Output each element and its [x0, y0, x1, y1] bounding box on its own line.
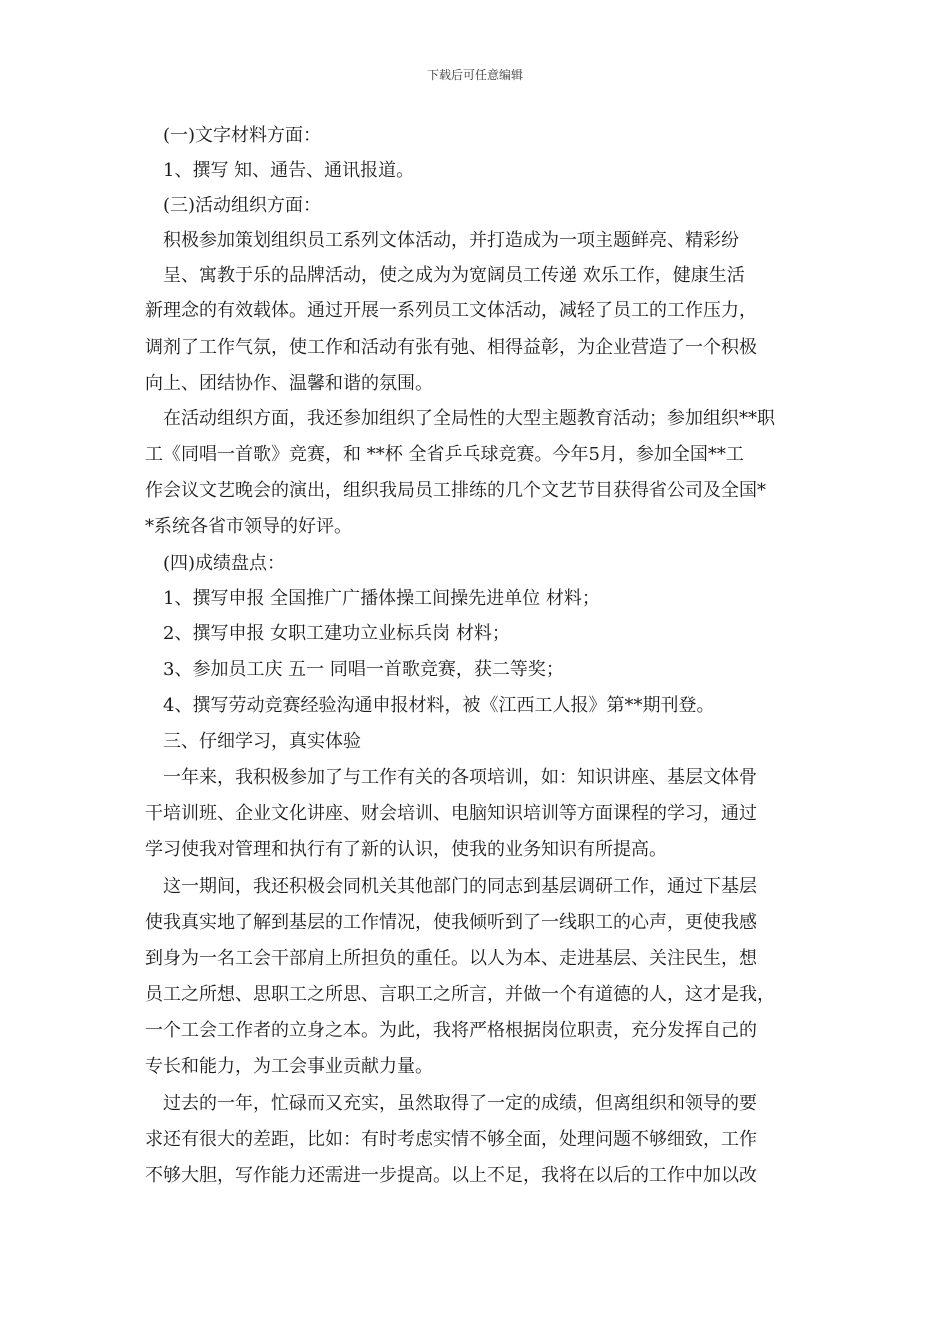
text-line: 呈、寓教于乐的品牌活动，使之成为为宽阔员工传递 欢乐工作，健康生活 [163, 265, 745, 286]
text-line: 向上、团结协作、温馨和谐的氛围。 [145, 373, 433, 394]
text-line: 不够大胆，写作能力还需进一步提高。以上不足，我将在以后的工作中加以改 [145, 1165, 757, 1186]
text-line: 2、撰写申报 女职工建功立业标兵岗 材料； [163, 623, 510, 644]
text-line: 调剂了工作气氛，使工作和活动有张有弛、相得益彰，为企业营造了一个积极 [145, 337, 757, 358]
text-line: 1、撰写 知、通告、通讯报道。 [163, 160, 415, 181]
text-line: 到身为一名工会干部肩上所担负的重任。以人为本、走进基层、关注民生，想 [145, 948, 757, 969]
page-header: 下载后可任意编辑 [426, 68, 523, 82]
text-line: 4、撰写劳动竞赛经验沟通申报材料，被《江西工人报》第**期刊登。 [163, 695, 715, 716]
text-line: *系统各省市领导的好评。 [145, 516, 352, 537]
text-line: 作会议文艺晚会的演出，组织我局员工排练的几个文艺节目获得省公司及全国* [145, 480, 766, 501]
text-line: 学习使我对管理和执行有了新的认识，使我的业务知识有所提高。 [145, 839, 667, 860]
text-line: 三、仔细学习，真实体验 [163, 731, 361, 752]
text-line: 1、撰写申报 全国推广广播体操工间操先进单位 材料； [163, 588, 600, 609]
text-line: 一年来，我积极参加了与工作有关的各项培训，如：知识讲座、基层文体骨 [163, 767, 757, 788]
text-line: 3、参加员工庆 五一 同唱一首歌竞赛，获二等奖； [163, 659, 564, 680]
text-line: 新理念的有效载体。通过开展一系列员工文体活动，减轻了员工的工作压力， [145, 300, 757, 321]
text-line: 工《同唱一首歌》竞赛，和 **杯 全省乒乓球竞赛。今年5月，参加全国**工 [145, 444, 744, 465]
text-line: (三)活动组织方面： [163, 195, 322, 216]
text-line: (一)文字材料方面： [163, 125, 322, 146]
text-line: (四)成绩盘点： [163, 553, 286, 574]
text-line: 一个工会工作者的立身之本。为此，我将严格根据岗位职责，充分发挥自己的 [145, 1020, 757, 1041]
text-line: 员工之所想、思职工之所思、言职工之所言，并做一个有道德的人，这才是我， [145, 984, 775, 1005]
text-line: 过去的一年，忙碌而又充实，虽然取得了一定的成绩，但离组织和领导的要 [163, 1093, 757, 1114]
text-line: 求还有很大的差距，比如：有时考虑实情不够全面，处理问题不够细致，工作 [145, 1129, 757, 1150]
text-line: 干培训班、企业文化讲座、财会培训、电脑知识培训等方面课程的学习，通过 [145, 803, 757, 824]
text-line: 专长和能力，为工会事业贡献力量。 [145, 1056, 433, 1077]
text-line: 使我真实地了解到基层的工作情况，使我倾听到了一线职工的心声，更使我感 [145, 912, 757, 933]
text-line: 在活动组织方面，我还参加组织了全局性的大型主题教育活动；参加组织**职 [163, 408, 775, 429]
text-line: 积极参加策划组织员工系列文体活动，并打造成为一项主题鲜亮、精彩纷 [163, 230, 739, 251]
text-line: 这一期间，我还积极会同机关其他部门的同志到基层调研工作，通过下基层 [163, 876, 757, 897]
